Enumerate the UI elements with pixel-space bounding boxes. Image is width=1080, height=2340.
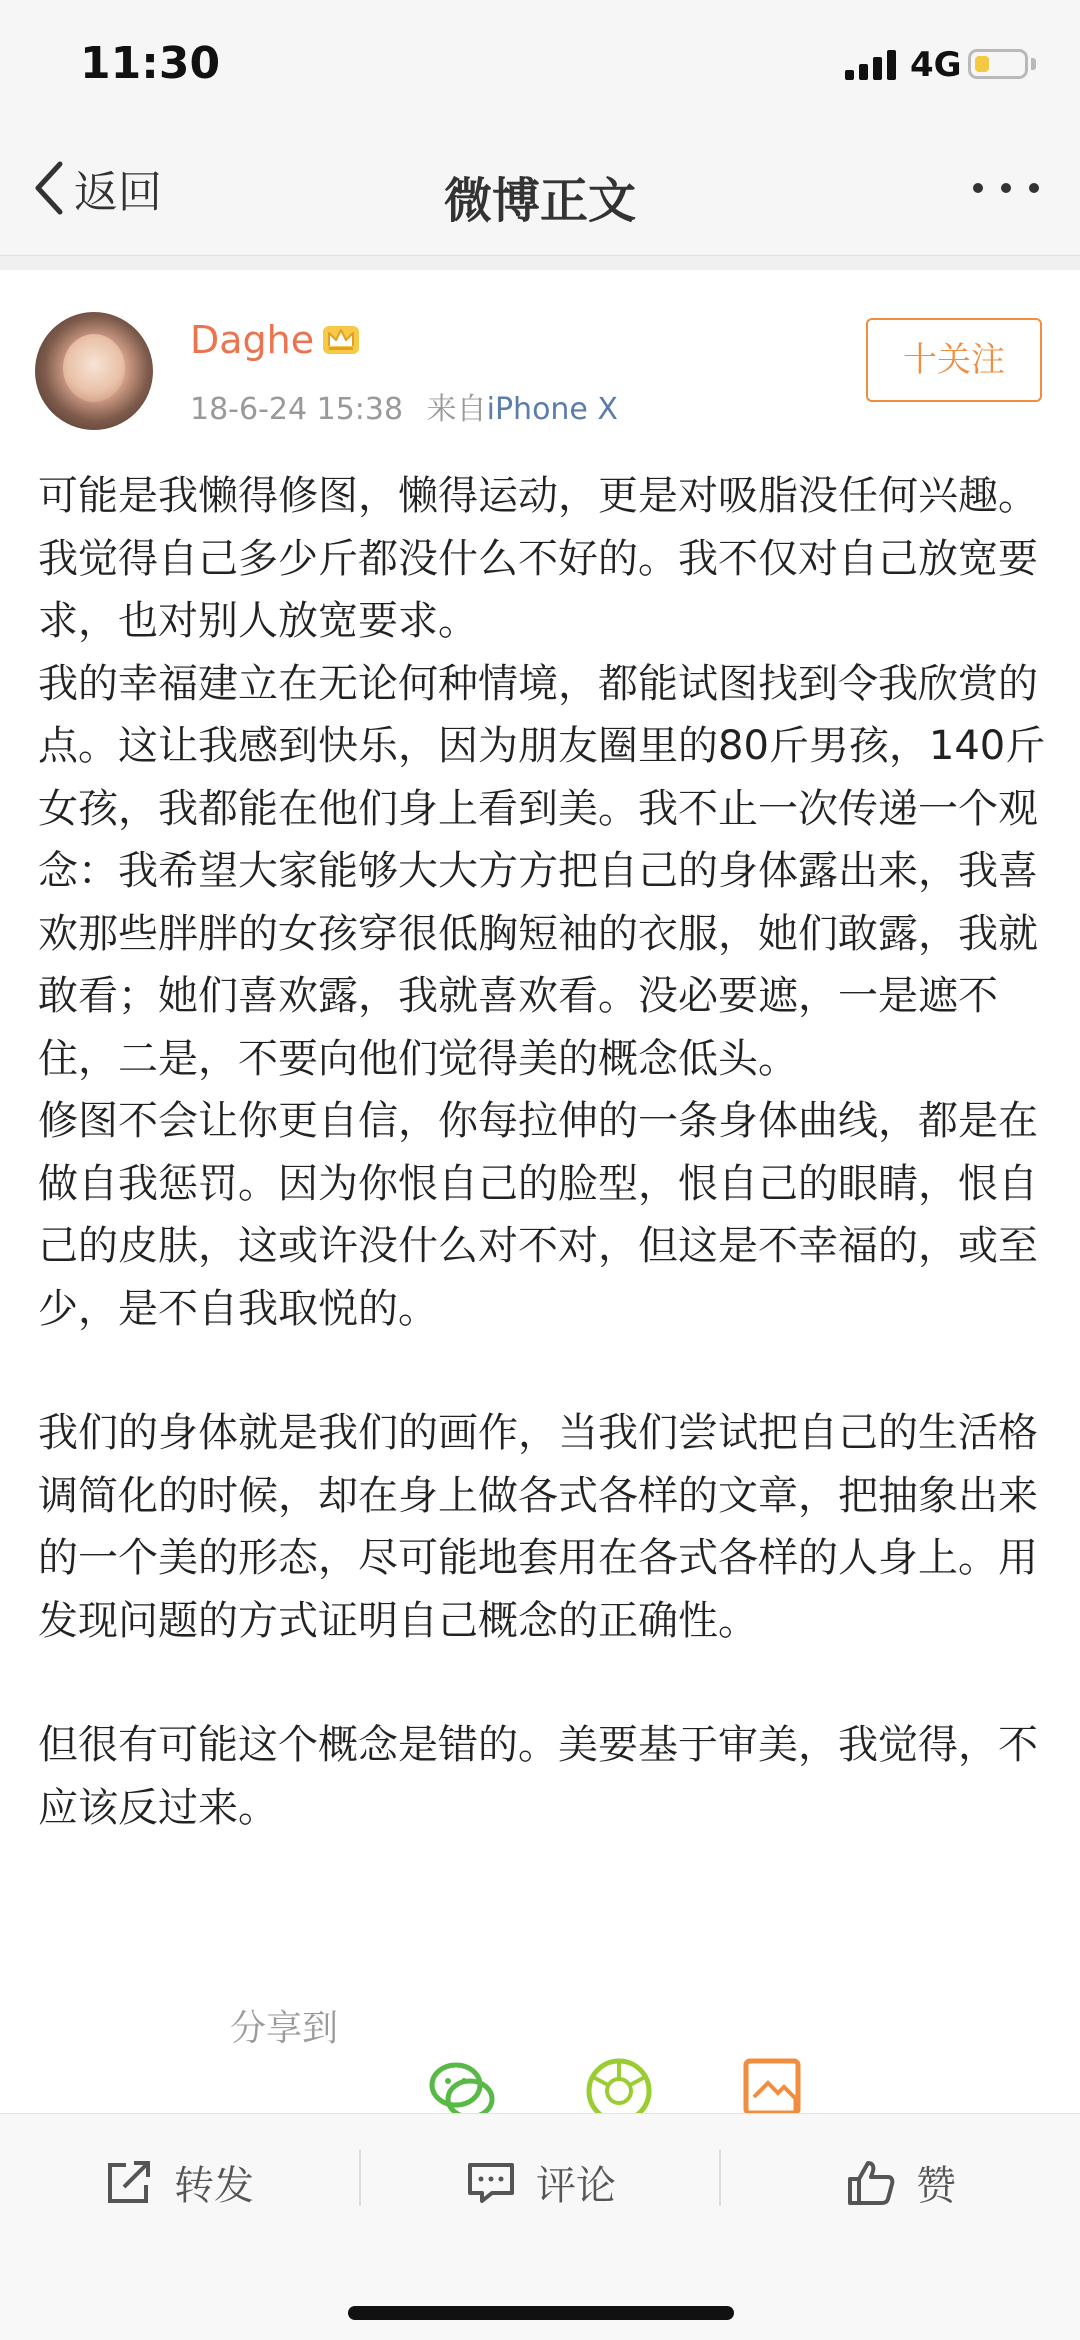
section-divider (0, 256, 1080, 270)
post-paragraph: 可能是我懒得修图，懒得运动，更是对吸脂没任何兴趣。我觉得自己多少斤都没什么不好的。我不仅对自己放宽要求，也对别人放宽要求。 (38, 473, 1038, 644)
home-indicator[interactable] (348, 2306, 734, 2320)
network-type: 4G (910, 45, 962, 85)
paragraph-spacer (38, 1652, 1048, 1714)
post-paragraph: 我的幸福建立在无论何种情境，都能试图找到令我欣赏的点。这让我感到快乐，因为朋友圈里的80斤男孩，140斤女孩，我都能在他们身上看到美。我不止一次传递一个观念：我希望大家能够大大方方把自己的身体露出来，我喜欢那些胖胖的女孩穿很低胸短袖的衣服，她们敢露，我就敢看；她们喜欢露，我就喜欢看。没必要遮，一是遮不住，二是，不要向他们觉得美的概念低头。 (38, 660, 1046, 1082)
like-button[interactable] (846, 2150, 956, 2214)
toolbar-divider (359, 2150, 361, 2206)
comment-button[interactable] (466, 2150, 616, 2214)
post-body (38, 465, 1048, 1839)
post-paragraph: 修图不会让你更自信，你每拉伸的一条身体曲线，都是在做自我惩罚。因为你恨自己的脸型，恨自己的眼睛，恨自己的皮肤，这或许没什么对不对，但这是不幸福的，或至少，是不自我取悦的。 (38, 1098, 1038, 1332)
post-source[interactable]: iPhone X (486, 392, 618, 427)
comment-icon (466, 2157, 516, 2207)
like-label: 赞 (916, 2162, 956, 2209)
more-options-icon[interactable] (970, 176, 1042, 200)
repost-icon (104, 2157, 154, 2207)
page-title: 微博正文 (443, 173, 636, 229)
crown-icon (320, 318, 362, 360)
battery-tip (1031, 58, 1036, 70)
repost-label: 转发 (174, 2162, 254, 2209)
nav-bar (0, 120, 1080, 256)
battery-icon (968, 49, 1028, 79)
post-date: 18-6-24 15:38 (190, 392, 404, 427)
signal-strength-icon (845, 50, 901, 80)
follow-button[interactable]: 十关注 (866, 318, 1042, 402)
post-source-prefix: 来自 (426, 392, 487, 427)
username[interactable]: Daghe (190, 318, 315, 362)
comment-label: 评论 (536, 2162, 616, 2209)
battery-level (975, 56, 989, 72)
avatar-face (63, 334, 125, 402)
status-time: 11:30 (80, 38, 221, 89)
repost-button[interactable] (104, 2150, 254, 2214)
toolbar-divider (719, 2150, 721, 2206)
avatar[interactable] (35, 312, 153, 430)
post-paragraph: 我们的身体就是我们的画作，当我们尝试把自己的生活格调简化的时候，却在身上做各式各样的文章，把抽象出来的一个美的形态，尽可能地套用在各式各样的人身上。用发现问题的方式证明自己概念的正确性。 (38, 1410, 1038, 1644)
status-bar (0, 0, 1080, 120)
post-meta (190, 384, 618, 428)
post-paragraph: 但很有可能这个概念是错的。美要基于审美，我觉得，不应该反过来。 (38, 1722, 1038, 1831)
paragraph-spacer (38, 1340, 1048, 1402)
share-label: 分享到 (230, 2008, 339, 2049)
back-label: 返回 (74, 167, 162, 218)
thumbs-up-icon (846, 2157, 896, 2207)
